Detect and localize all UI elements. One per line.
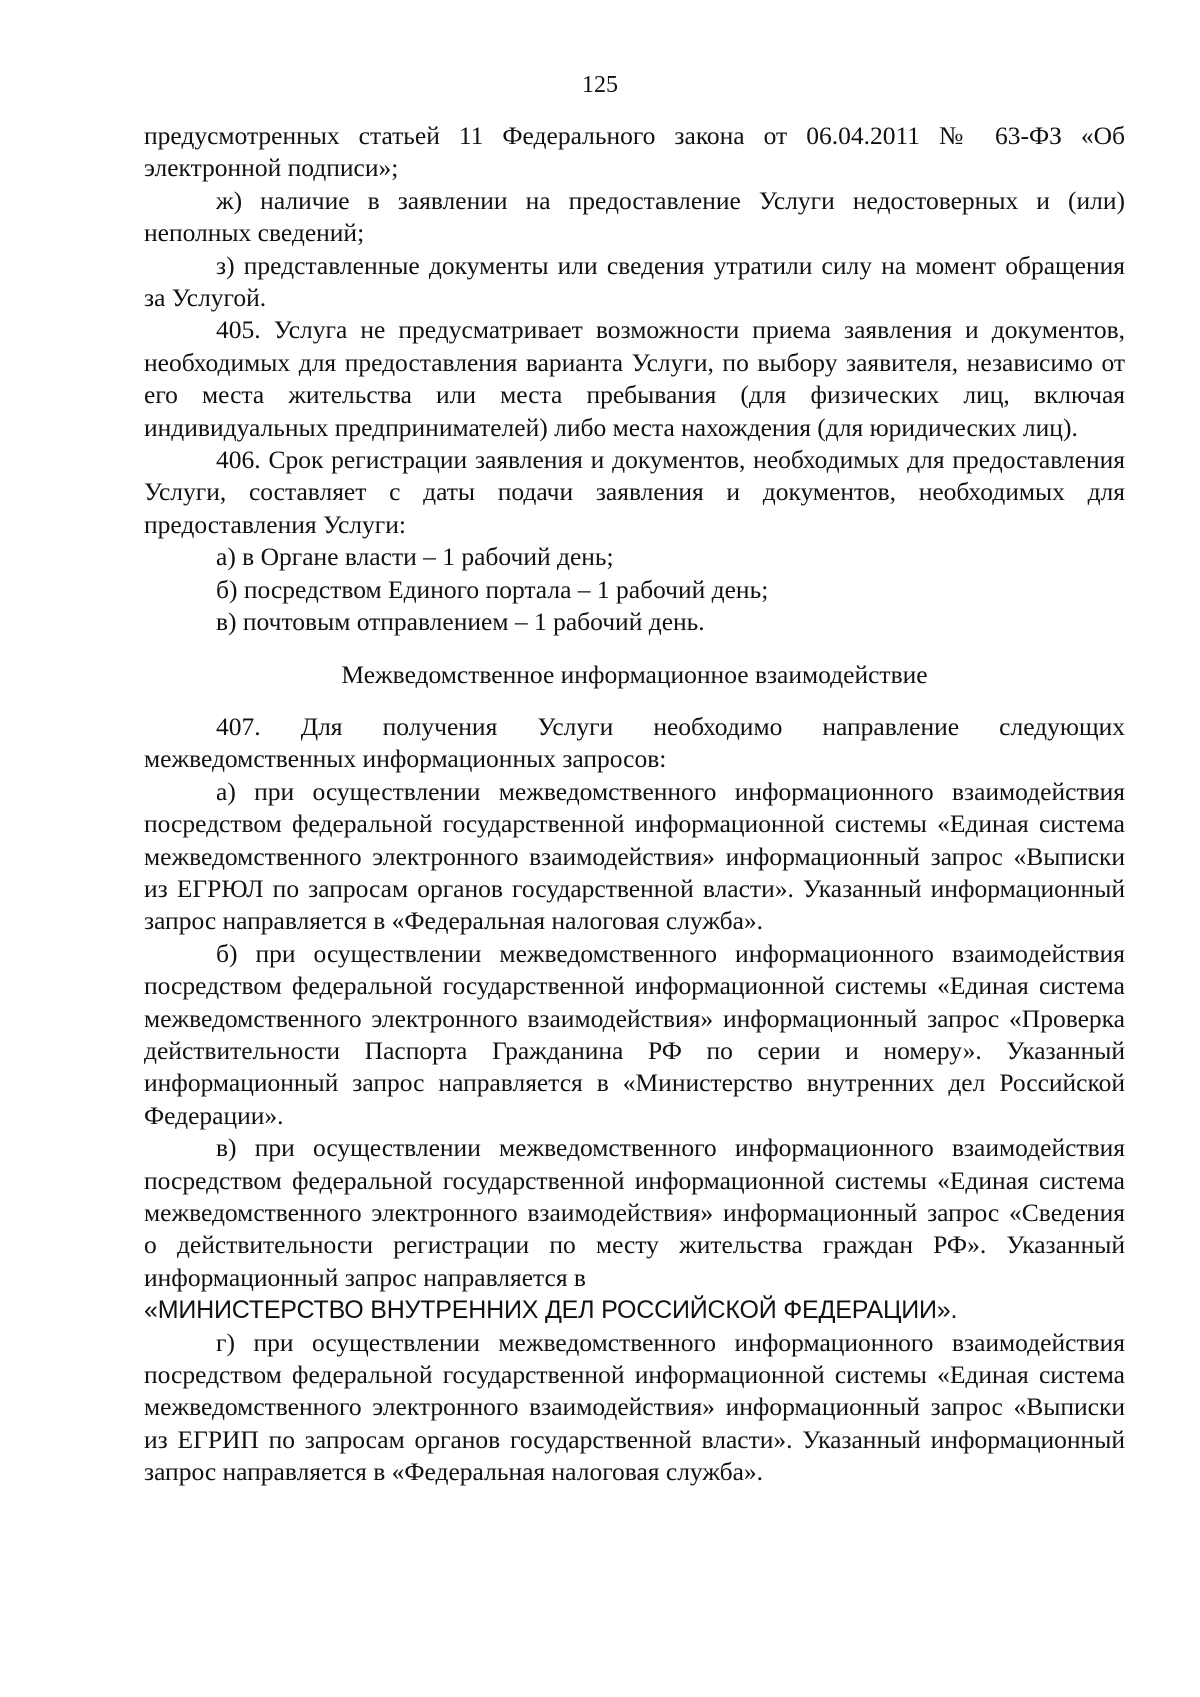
request-item-b: б) при осуществлении межведомственного информационного взаимодействия посредством федеральной государственной информационной системы «Единая система межведомственного электронного взаимодействия» информационный запрос «Проверка действительности Паспорта Гражданина РФ по серии и номеру». Указанный информационный запрос направляется в «Министерство внутренних дел Российской Федерации». (144, 938, 1125, 1130)
request-item-g: г) при осуществлении межведомственного информационного взаимодействия посредством федеральной государственной информационной системы «Единая система межведомственного электронного взаимодействия» информационный запрос «Выписки из ЕГРИП по запросам органов государственной власти». Указанный информационный запрос направляется в «Федеральная налоговая служба». (144, 1327, 1125, 1487)
list-item-a: а) в Органе власти – 1 рабочий день; (216, 542, 614, 572)
clause-406: 406. Срок регистрации заявления и документов, необходимых для предоставления Услуги, составляет с даты подачи заявления и документов, необходимых для предоставления Услуги: (144, 445, 1125, 539)
list-item-zh: ж) наличие в заявлении на предоставление Услуги недостоверных и (или) неполных сведений; (144, 185, 1125, 248)
page-number: 125 (582, 72, 618, 98)
clause-405: 405. Услуга не предусматривает возможности приема заявления и документов, необходимых для предоставления варианта Услуги, по выбору заявителя, независимо от его места жительства или места пребывания (для физических лиц, включая индивидуальных предпринимателей) либо места нахождения (для юридических лиц). (144, 315, 1125, 442)
request-item-a: а) при осуществлении межведомственного информационного взаимодействия посредством федеральной государственной информационной системы «Единая система межведомственного электронного взаимодействия» информационный запрос «Выписки из ЕГРЮЛ по запросам органов государственной власти». Указанный информационный запрос направляется в «Федеральная налоговая служба». (144, 776, 1125, 936)
request-item-v: в) при осуществлении межведомственного информационного взаимодействия посредством федеральной государственной информационной системы «Единая система межведомственного электронного взаимодействия» информационный запрос «Сведения о действительности регистрации по месту жительства граждан РФ». Указанный информационный запрос направляется в (144, 1133, 1125, 1292)
clause-407: 407. Для получения Услуги необходимо направление следующих межведомственных информационных запросов: (144, 711, 1125, 774)
list-item-z: з) представленные документы или сведения утратили силу на момент обращения за Услугой. (144, 250, 1125, 313)
paragraph-continuation: предусмотренных статьей 11 Федерального закона от 06.04.2011 № 63-ФЗ «Об электронной подписи»; (144, 121, 1125, 183)
section-heading: Межведомственное информационное взаимодействие (341, 659, 928, 689)
request-item-v-recipient: «МИНИСТЕРСТВО ВНУТРЕННИХ ДЕЛ РОССИЙСКОЙ ФЕДЕРАЦИИ». (144, 1296, 958, 1325)
list-item-v: в) почтовым отправлением – 1 рабочий день. (216, 607, 705, 637)
list-item-b: б) посредством Единого портала – 1 рабочий день; (216, 574, 769, 604)
document-body (144, 120, 1125, 1489)
